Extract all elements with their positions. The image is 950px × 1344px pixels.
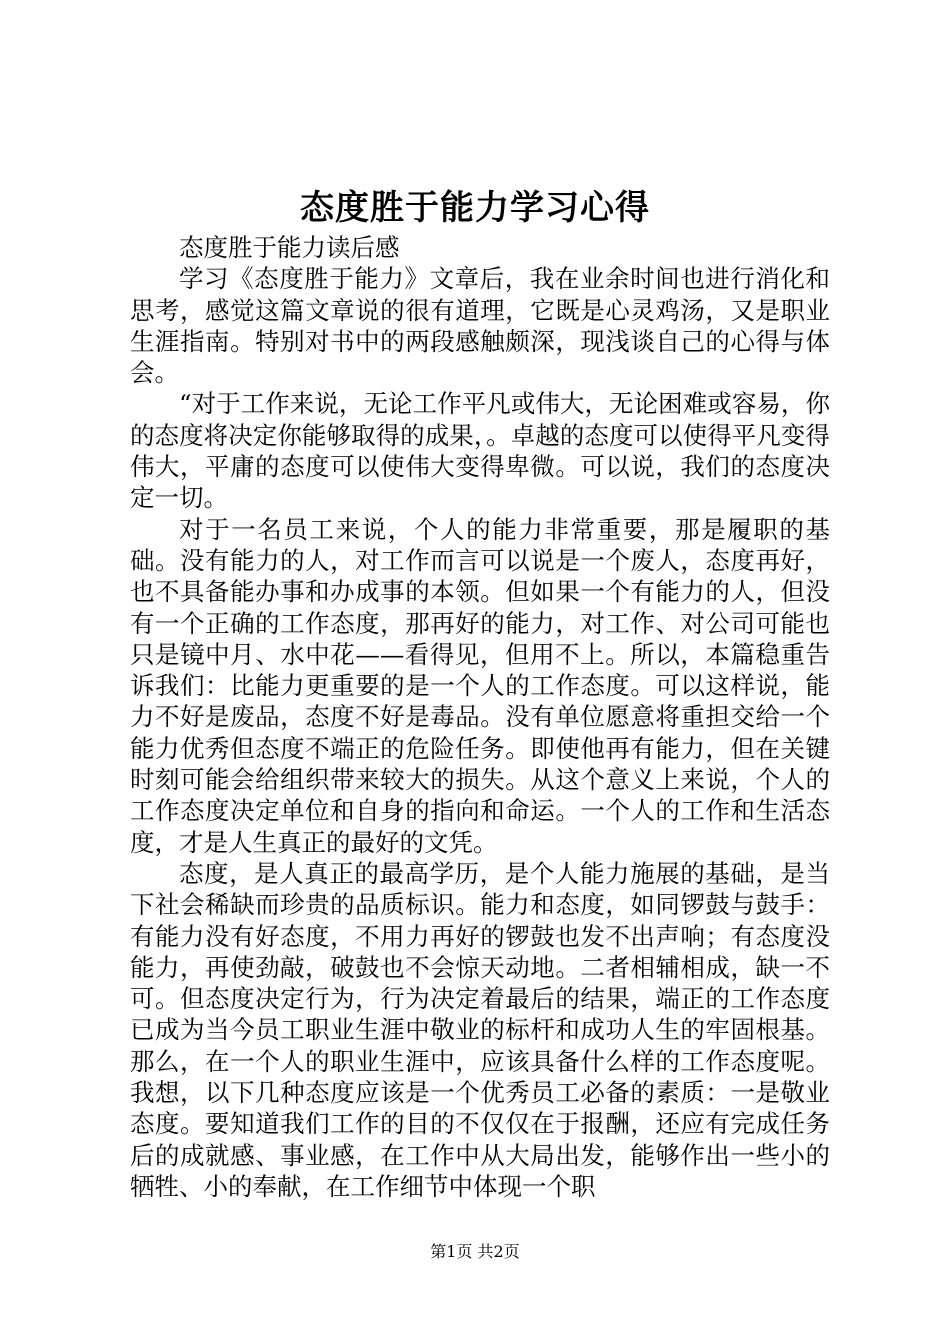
paragraph: 学习《态度胜于能力》文章后，我在业余时间也进行消化和思考，感觉这篇文章说的很有道理，它既是心灵鸡汤，又是职业生涯指南。特别对书中的两段感触颇深，现浅谈自己的心得与体会。	[130, 264, 830, 388]
document-body	[130, 232, 830, 1202]
paragraph: 态度，是人真正的最高学历，是个人能力施展的基础，是当下社会稀缺而珍贵的品质标识。能力和态度，如同锣鼓与鼓手：有能力没有好态度，不用力再好的锣鼓也发不出声响；有态度没能力，再使劲敲，破鼓也不会惊天动地。二者相辅相成，缺一不可。但态度决定行为，行为决定着最后的结果，端正的工作态度已成为当今员工职业生涯中敬业的标杆和成功人生的牢固根基。那么，在一个人的职业生涯中，应该具备什么样的工作态度呢。我想，以下几种态度应该是一个优秀员工必备的素质：一是敬业态度。要知道我们工作的目的不仅仅在于报酬，还应有完成任务后的成就感、事业感，在工作中从大局出发，能够作出一些小的牺牲、小的奉献，在工作细节中体现一个职	[130, 858, 830, 1201]
paragraph: 对于一名员工来说，个人的能力非常重要，那是履职的基础。没有能力的人，对工作而言可以说是一个废人，态度再好，也不具备能办事和办成事的本领。但如果一个有能力的人，但没有一个正确的工作态度，那再好的能力，对工作、对公司可能也只是镜中月、水中花——看得见，但用不上。所以，本篇稳重告诉我们：比能力更重要的是一个人的工作态度。可以这样说，能力不好是废品，态度不好是毒品。没有单位愿意将重担交给一个能力优秀但态度不端正的危险任务。即使他再有能力，但在关键时刻可能会给组织带来较大的损失。从这个意义上来说，个人的工作态度决定单位和自身的指向和命运。一个人的工作和生活态度，才是人生真正的最好的文凭。	[130, 514, 830, 857]
paragraph-subtitle: 态度胜于能力读后感	[179, 233, 400, 262]
page-footer: 第1页 共2页	[430, 1242, 520, 1261]
paragraph-quote: “对于工作来说，无论工作平凡或伟大，无论困难或容易，你的态度将决定你能够取得的成果，。卓越的态度可以使得平凡变得伟大，平庸的态度可以使伟大变得卑微。可以说，我们的态度决定一切。	[130, 389, 830, 513]
document-title: 态度胜于能力学习心得	[300, 188, 650, 228]
